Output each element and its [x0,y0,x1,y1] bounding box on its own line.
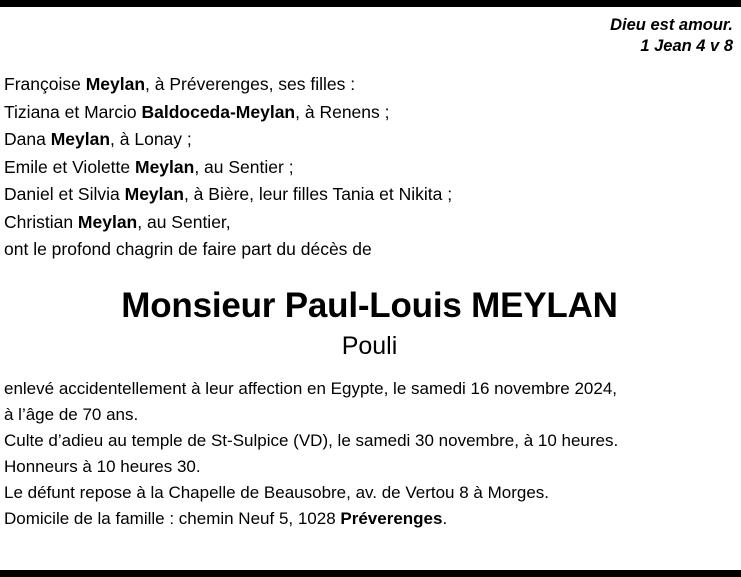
family-line-pre: Françoise [4,74,86,94]
family-line-pre: Emile et Violette [4,156,135,177]
detail-line [4,480,735,506]
detail-line [4,376,735,402]
detail-line [4,402,735,428]
detail-line-pre: enlevé accidentellement à leur affection en Egypte, le samedi 16 novembre 2024, [4,378,618,398]
epigraph-line-1: Dieu est amour. [610,16,733,34]
family-line-post: , à Préverenges, ses filles : [145,74,356,94]
family-line-post: , à Bière, leur filles Tania et Nikita ; [183,184,453,204]
bottom-divider-rule [0,570,741,577]
family-line-bold: Meylan [135,156,195,177]
detail-line [4,428,735,454]
family-line-post: , au Sentier, [137,211,231,232]
detail-line [4,454,735,480]
family-line-bold: Meylan [50,129,111,149]
detail-line-bold: Préverenges [340,508,443,528]
epigraph-block [4,15,735,57]
family-line-bold: Meylan [85,74,146,94]
family-line [4,71,735,99]
deceased-name: Monsieur Paul-Louis MEYLAN [121,285,618,325]
family-line-bold: Baldoceda-Meylan [141,101,296,122]
detail-line-pre: Honneurs à 10 heures 30. [4,456,201,476]
family-line [4,181,735,209]
notice-content [0,7,741,570]
top-divider-rule [0,0,741,7]
detail-line [4,506,735,532]
deceased-nickname: Pouli [341,331,398,360]
detail-line-pre: à l’âge de 70 ans. [4,404,139,424]
family-line [4,126,735,154]
family-line [4,209,735,237]
family-line-pre: Dana [4,129,51,149]
family-line-post: , à Lonay ; [110,129,192,149]
family-line-pre: Christian [4,211,78,232]
detail-line-pre: Culte d’adieu au temple de St-Sulpice (VD), le samedi 30 novembre, à 10 heures. [4,430,619,450]
family-line-post: , à Renens ; [295,101,390,122]
family-line-bold: Meylan [124,184,184,204]
family-line-pre: ont le profond chagrin de faire part du décès de [4,239,372,259]
family-announcement-block [4,71,735,264]
family-line [4,99,735,127]
epigraph-line-2: 1 Jean 4 v 8 [640,37,733,55]
family-line-pre: Daniel et Silvia [4,184,125,204]
family-line [4,236,735,264]
family-line-post: , au Sentier ; [194,156,294,177]
detail-line-pre: Le défunt repose à la Chapelle de Beausobre, av. de Vertou 8 à Morges. [4,482,549,502]
notice-details-block [4,376,735,532]
detail-line-pre: Domicile de la famille : chemin Neuf 5, 1028 [4,508,341,528]
family-line [4,154,735,182]
detail-line-post: . [442,508,448,528]
family-line-bold: Meylan [77,211,138,232]
family-line-pre: Tiziana et Marcio [4,101,142,122]
